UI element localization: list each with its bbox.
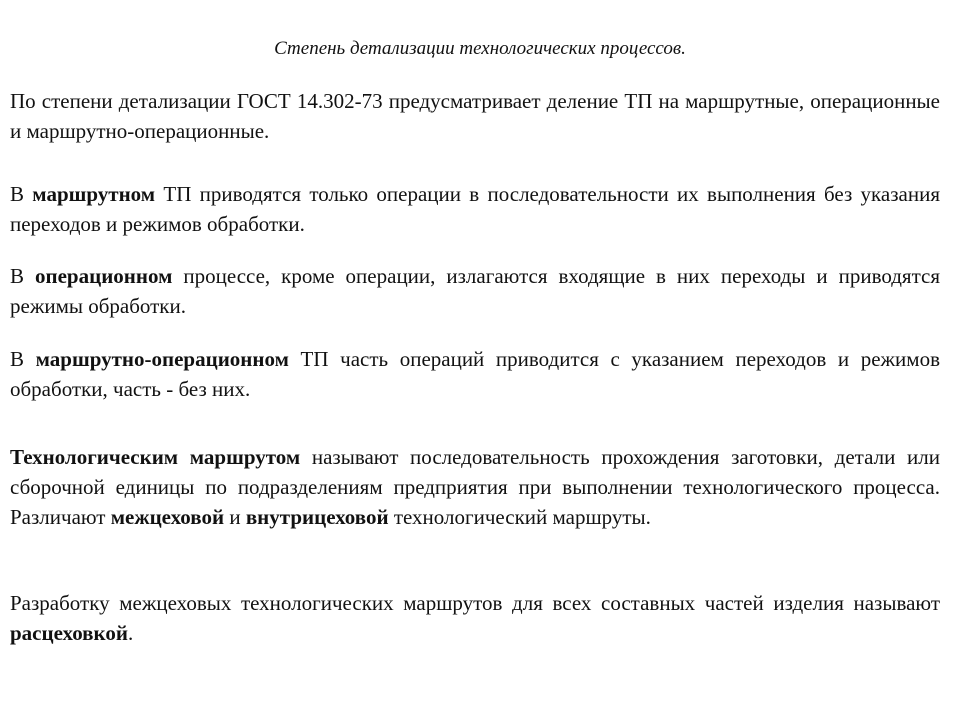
paragraph-text: Разработку межцеховых технологических маршрутов для всех составных частей изделия называют xyxy=(10,591,940,615)
paragraph-detail-levels xyxy=(10,86,940,146)
term-shop-allocation: расцеховкой xyxy=(10,621,128,645)
term-route: маршрутном xyxy=(32,182,156,206)
paragraph-text: и xyxy=(224,505,246,529)
paragraph-route-operational-tp xyxy=(10,344,940,404)
paragraph-route-tp xyxy=(10,179,940,239)
paragraph-prefix: В xyxy=(10,264,35,288)
term-route-operational: маршрутно-операционном xyxy=(35,347,289,371)
paragraph-technological-route xyxy=(10,442,940,532)
paragraph-prefix: В xyxy=(10,182,33,206)
paragraph-text: ТП часть операций приводится с указанием переходов и режимов обработки, часть - без них. xyxy=(10,347,940,401)
slide-title: Степень детализации технологических процессов. xyxy=(274,38,686,59)
paragraph-text: По степени детализации ГОСТ 14.302-73 предусматривает деление ТП на маршрутные, операционные и маршрутно-операционные. xyxy=(10,89,940,143)
term-intershop: межцеховой xyxy=(110,505,225,529)
paragraph-text: процессе, кроме операции, излагаются входящие в них переходы и приводятся режимы обработки. xyxy=(10,264,940,318)
paragraph-operational-tp xyxy=(10,261,940,321)
paragraph-shop-allocation xyxy=(10,588,940,648)
paragraph-text: называют последовательность прохождения заготовки, детали или сборочной единицы по подразделениям предприятия при выполнении технологического процесса. Различают xyxy=(10,445,940,529)
paragraph-text: ТП приводятся только операции в последовательности их выполнения без указания переходов и режимов обработки. xyxy=(10,182,940,236)
term-intrashop: внутрицеховой xyxy=(245,505,389,529)
paragraph-text: технологический маршруты. xyxy=(388,505,651,529)
term-operational: операционном xyxy=(35,264,173,288)
paragraph-text: . xyxy=(127,621,134,645)
paragraph-prefix: В xyxy=(10,347,36,371)
term-technological-route: Технологическим маршрутом xyxy=(10,445,301,469)
